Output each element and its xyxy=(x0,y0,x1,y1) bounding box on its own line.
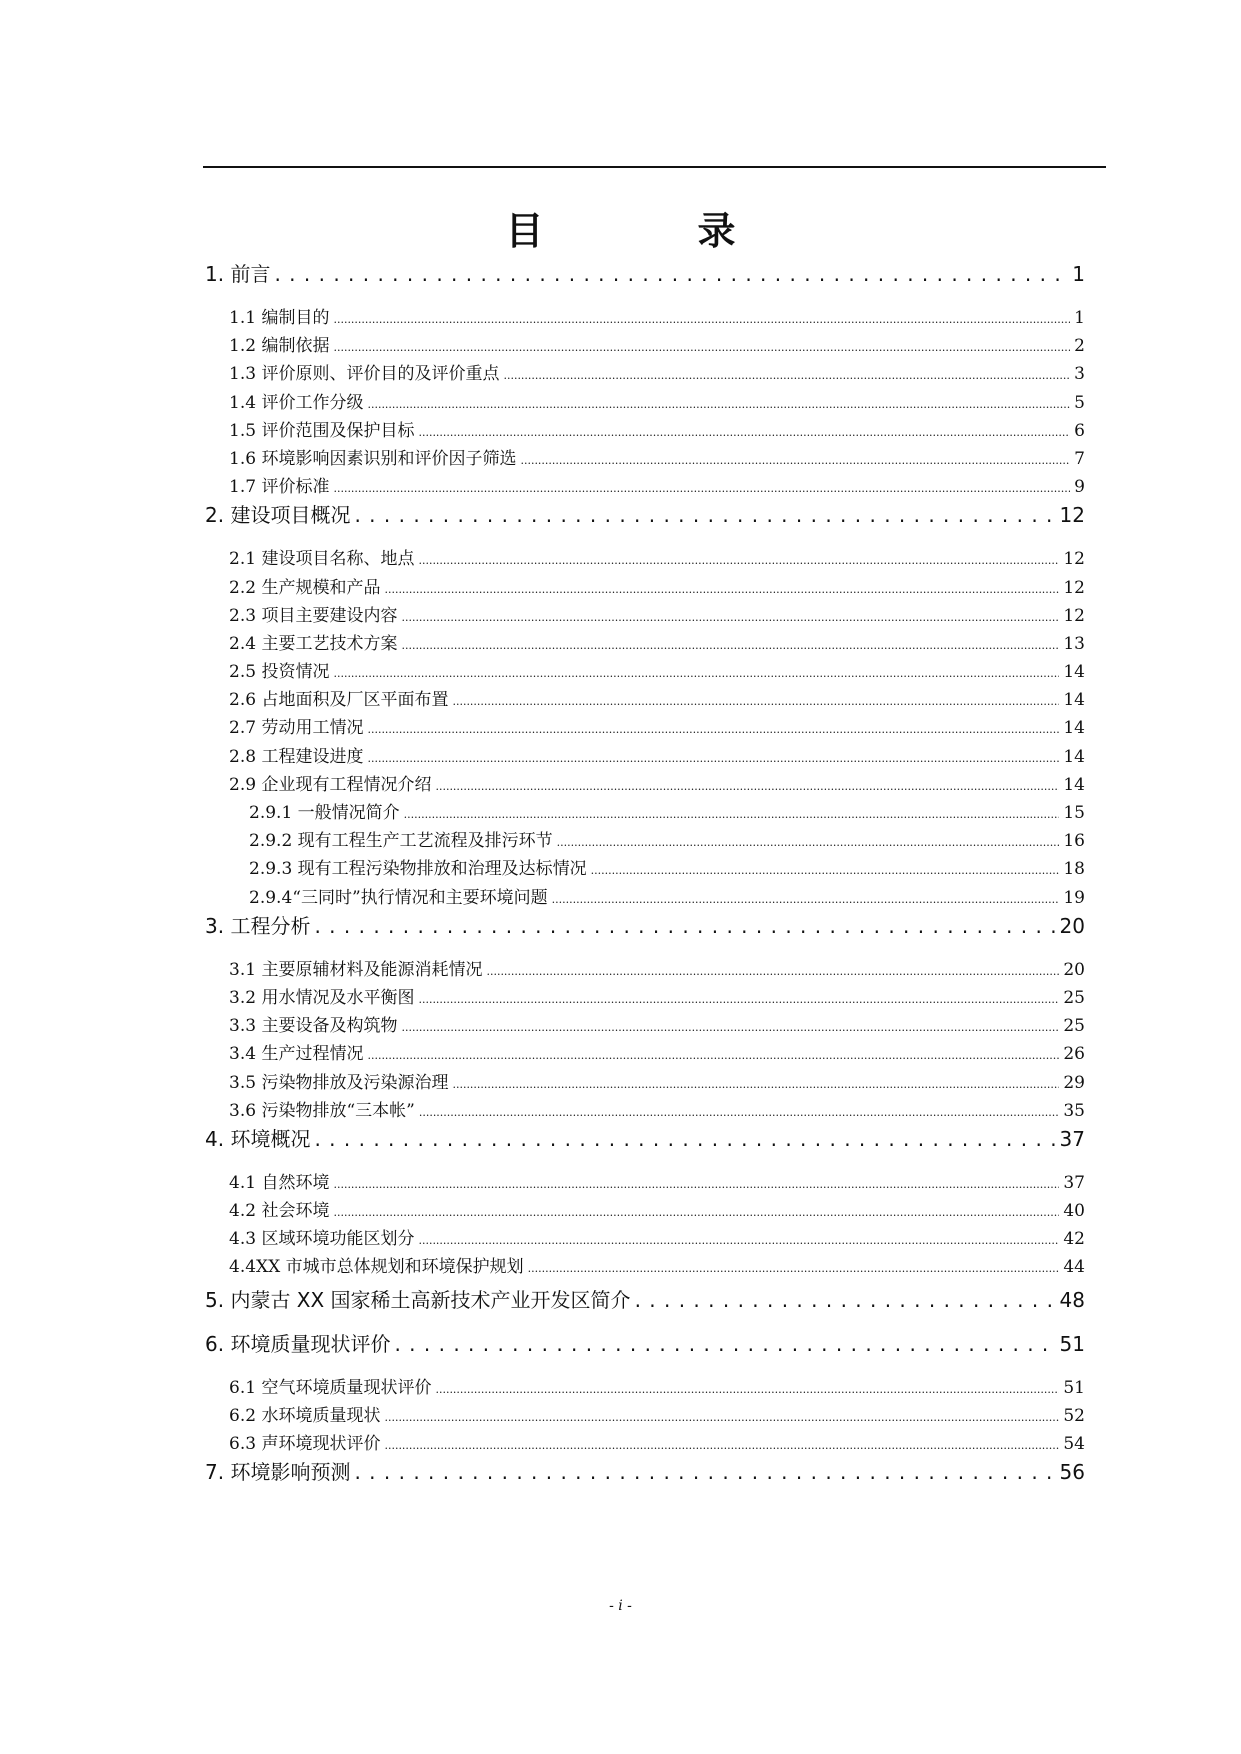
toc-entry-2[interactable] xyxy=(205,501,1085,529)
leader-dots xyxy=(354,501,1055,529)
toc-entry-2-3[interactable] xyxy=(205,602,1085,630)
leader-dots xyxy=(435,771,1059,801)
toc-entry-page: 12 xyxy=(1059,503,1085,528)
toc-entry-2-1[interactable] xyxy=(205,545,1085,573)
toc-entry-title: 1.3 评价原则、评价目的及评价重点 xyxy=(229,364,500,385)
table-of-contents xyxy=(205,260,1085,1486)
toc-entry-1-7[interactable] xyxy=(205,473,1085,501)
toc-entry-title: 1.4 评价工作分级 xyxy=(229,392,364,413)
toc-entry-title: 1.5 评价范围及保护目标 xyxy=(229,420,415,441)
toc-entry-title: 4.3 区域环境功能区划分 xyxy=(229,1229,415,1250)
toc-entry-3-2[interactable] xyxy=(205,984,1085,1012)
leader-dots xyxy=(452,1069,1059,1099)
leader-dots xyxy=(520,445,1070,475)
toc-entry-page: 51 xyxy=(1063,1377,1085,1398)
toc-entry-title: 2.9.2 现有工程生产工艺流程及排污环节 xyxy=(249,831,553,852)
leader-dots xyxy=(404,799,1060,829)
toc-entry-title: 4.4XX 市城市总体规划和环境保护规划 xyxy=(229,1257,524,1278)
toc-entry-page: 51 xyxy=(1059,1331,1085,1356)
leader-dots xyxy=(528,1253,1060,1283)
page-number-footer: - i - xyxy=(609,1598,632,1614)
toc-entry-7[interactable] xyxy=(205,1458,1085,1486)
toc-entry-3-1[interactable] xyxy=(205,956,1085,984)
toc-entry-page: 37 xyxy=(1063,1172,1085,1193)
toc-entry-page: 16 xyxy=(1063,831,1085,852)
toc-entry-page: 56 xyxy=(1059,1460,1085,1485)
toc-entry-4-4[interactable] xyxy=(205,1253,1085,1281)
leader-dots xyxy=(418,1225,1059,1255)
toc-entry-page: 5 xyxy=(1074,392,1085,413)
toc-entry-page: 44 xyxy=(1063,1257,1085,1278)
toc-entry-title: 3.3 主要设备及构筑物 xyxy=(229,1016,398,1037)
leader-dots xyxy=(367,1040,1059,1070)
toc-entry-title: 2.4 主要工艺技术方案 xyxy=(229,633,398,654)
leader-dots xyxy=(367,743,1059,773)
leader-dots xyxy=(384,1402,1059,1432)
toc-entry-3-6[interactable] xyxy=(205,1097,1085,1125)
toc-entry-6-1[interactable] xyxy=(205,1374,1085,1402)
toc-entry-title: 6.2 水环境质量现状 xyxy=(229,1405,381,1426)
toc-entry-page: 12 xyxy=(1063,549,1085,570)
toc-entry-title: 5. 内蒙古 XX 国家稀土高新技术产业开发区简介 xyxy=(205,1287,631,1312)
toc-entry-page: 35 xyxy=(1063,1100,1085,1121)
toc-entry-page: 14 xyxy=(1063,718,1085,739)
leader-dots xyxy=(333,473,1070,503)
toc-entry-title: 6.3 声环境现状评价 xyxy=(229,1434,381,1454)
header-rule xyxy=(203,166,1106,168)
leader-dots xyxy=(394,1330,1055,1358)
toc-entry-page: 20 xyxy=(1059,913,1085,938)
toc-entry-6-3[interactable] xyxy=(205,1430,1085,1458)
leader-dots xyxy=(452,686,1059,716)
toc-entry-page: 29 xyxy=(1063,1072,1085,1093)
toc-entry-title: 2.9.3 现有工程污染物排放和治理及达标情况 xyxy=(249,859,587,880)
toc-entry-page: 14 xyxy=(1063,746,1085,767)
toc-entry-title: 2.2 生产规模和产品 xyxy=(229,577,381,598)
leader-dots xyxy=(401,1012,1059,1042)
toc-entry-6[interactable] xyxy=(205,1330,1085,1358)
toc-entry-page: 15 xyxy=(1063,803,1085,823)
toc-entry-title: 3.6 污染物排放“三本帐” xyxy=(229,1100,415,1121)
toc-entry-title: 1.2 编制依据 xyxy=(229,336,330,357)
toc-entry-title: 1.6 环境影响因素识别和评价因子筛选 xyxy=(229,448,517,469)
toc-title: 目 录 xyxy=(505,209,794,253)
toc-entry-page: 14 xyxy=(1063,662,1085,683)
toc-entry-title: 6.1 空气环境质量现状评价 xyxy=(229,1377,432,1398)
toc-entry-title: 4.1 自然环境 xyxy=(229,1172,330,1193)
toc-entry-title: 3. 工程分析 xyxy=(205,913,311,938)
toc-entry-1-1[interactable] xyxy=(205,304,1085,332)
toc-entry-page: 7 xyxy=(1074,448,1085,469)
leader-dots xyxy=(591,855,1060,885)
toc-entry-6-2[interactable] xyxy=(205,1402,1085,1430)
toc-entry-4-2[interactable] xyxy=(205,1197,1085,1225)
toc-entry-1[interactable] xyxy=(205,260,1085,288)
leader-dots xyxy=(435,1374,1059,1404)
leader-dots xyxy=(418,545,1059,575)
toc-entry-title: 1.1 编制目的 xyxy=(229,308,330,328)
toc-entry-2-9-2[interactable] xyxy=(205,827,1085,855)
toc-entry-2-9-4[interactable] xyxy=(205,884,1085,912)
toc-entry-1-4[interactable] xyxy=(205,389,1085,417)
toc-entry-page: 12 xyxy=(1063,605,1085,626)
toc-entry-page: 12 xyxy=(1063,577,1085,598)
toc-entry-title: 2.1 建设项目名称、地点 xyxy=(229,549,415,570)
toc-entry-title: 7. 环境影响预测 xyxy=(205,1460,351,1485)
toc-entry-3-4[interactable] xyxy=(205,1040,1085,1068)
toc-entry-page: 26 xyxy=(1063,1044,1085,1065)
toc-entry-2-7[interactable] xyxy=(205,714,1085,742)
leader-dots xyxy=(333,658,1059,688)
toc-entry-title: 2.9.1 一般情况简介 xyxy=(249,803,400,823)
toc-entry-page: 13 xyxy=(1063,633,1085,654)
leader-dots xyxy=(354,1458,1055,1486)
toc-entry-2-8[interactable] xyxy=(205,743,1085,771)
toc-entry-title: 3.5 污染物排放及污染源治理 xyxy=(229,1072,449,1093)
leader-dots xyxy=(419,1097,1060,1127)
toc-entry-2-9[interactable] xyxy=(205,771,1085,799)
toc-entry-2-4[interactable] xyxy=(205,630,1085,658)
leader-dots xyxy=(486,956,1059,986)
toc-entry-1-5[interactable] xyxy=(205,417,1085,445)
toc-entry-page: 1 xyxy=(1072,262,1085,286)
toc-entry-title: 2.5 投资情况 xyxy=(229,662,330,683)
toc-entry-1-3[interactable] xyxy=(205,360,1085,388)
toc-entry-2-9-1[interactable] xyxy=(205,799,1085,827)
toc-entry-title: 4.2 社会环境 xyxy=(229,1201,330,1222)
toc-entry-2-5[interactable] xyxy=(205,658,1085,686)
toc-entry-page: 37 xyxy=(1059,1126,1085,1151)
leader-dots xyxy=(314,1125,1055,1153)
leader-dots xyxy=(503,360,1070,390)
toc-entry-page: 25 xyxy=(1063,1016,1085,1037)
toc-entry-3-5[interactable] xyxy=(205,1069,1085,1097)
toc-entry-title: 4. 环境概况 xyxy=(205,1126,311,1151)
toc-entry-title: 1.7 评价标准 xyxy=(229,477,330,498)
leader-dots xyxy=(314,912,1055,940)
toc-entry-page: 2 xyxy=(1074,336,1085,357)
leader-dots xyxy=(333,304,1070,334)
leader-dots xyxy=(401,602,1059,632)
toc-entry-title: 3.4 生产过程情况 xyxy=(229,1044,364,1065)
toc-entry-title: 2.6 占地面积及厂区平面布置 xyxy=(229,690,449,711)
toc-entry-title: 2.9.4“三同时”执行情况和主要环境问题 xyxy=(249,887,548,908)
toc-entry-1-2[interactable] xyxy=(205,332,1085,360)
leader-dots xyxy=(635,1286,1056,1314)
toc-entry-title: 2.9 企业现有工程情况介绍 xyxy=(229,774,432,795)
toc-entry-4-3[interactable] xyxy=(205,1225,1085,1253)
toc-entry-page: 18 xyxy=(1063,859,1085,880)
toc-entry-page: 42 xyxy=(1063,1229,1085,1250)
toc-entry-title: 3.2 用水情况及水平衡图 xyxy=(229,987,415,1008)
toc-entry-4[interactable] xyxy=(205,1125,1085,1153)
leader-dots xyxy=(384,574,1059,604)
leader-dots xyxy=(367,714,1059,744)
toc-entry-page: 20 xyxy=(1063,959,1085,980)
toc-entry-title: 2. 建设项目概况 xyxy=(205,503,351,528)
leader-dots xyxy=(418,984,1059,1014)
toc-entry-page: 3 xyxy=(1074,364,1085,385)
toc-entry-page: 19 xyxy=(1063,887,1085,908)
leader-dots xyxy=(384,1430,1059,1460)
toc-entry-page: 1 xyxy=(1074,308,1085,328)
toc-entry-title: 2.7 劳动用工情况 xyxy=(229,718,364,739)
toc-entry-page: 6 xyxy=(1074,420,1085,441)
toc-entry-4-1[interactable] xyxy=(205,1169,1085,1197)
toc-entry-page: 25 xyxy=(1063,987,1085,1008)
toc-entry-1-6[interactable] xyxy=(205,445,1085,473)
leader-dots xyxy=(401,630,1059,660)
toc-entry-page: 9 xyxy=(1074,477,1085,498)
leader-dots xyxy=(333,1169,1059,1199)
toc-entry-2-2[interactable] xyxy=(205,574,1085,602)
toc-entry-page: 52 xyxy=(1063,1405,1085,1426)
toc-entry-2-9-3[interactable] xyxy=(205,855,1085,883)
toc-entry-title: 2.3 项目主要建设内容 xyxy=(229,605,398,626)
toc-entry-title: 6. 环境质量现状评价 xyxy=(205,1331,391,1356)
leader-dots xyxy=(367,389,1070,419)
toc-entry-page: 14 xyxy=(1063,690,1085,711)
leader-dots xyxy=(333,1197,1059,1227)
toc-entry-5[interactable] xyxy=(205,1286,1085,1314)
toc-entry-page: 14 xyxy=(1063,774,1085,795)
leader-dots xyxy=(557,827,1060,857)
toc-entry-page: 54 xyxy=(1063,1434,1085,1454)
leader-dots xyxy=(552,884,1060,914)
toc-entry-3-3[interactable] xyxy=(205,1012,1085,1040)
toc-entry-2-6[interactable] xyxy=(205,686,1085,714)
toc-entry-page: 40 xyxy=(1063,1201,1085,1222)
toc-entry-title: 2.8 工程建设进度 xyxy=(229,746,364,767)
toc-entry-page: 48 xyxy=(1059,1287,1085,1312)
toc-entry-title: 3.1 主要原辅材料及能源消耗情况 xyxy=(229,959,483,980)
leader-dots xyxy=(418,417,1070,447)
leader-dots xyxy=(274,260,1068,288)
leader-dots xyxy=(333,332,1070,362)
toc-entry-title: 1. 前言 xyxy=(205,262,271,286)
toc-entry-3[interactable] xyxy=(205,912,1085,940)
